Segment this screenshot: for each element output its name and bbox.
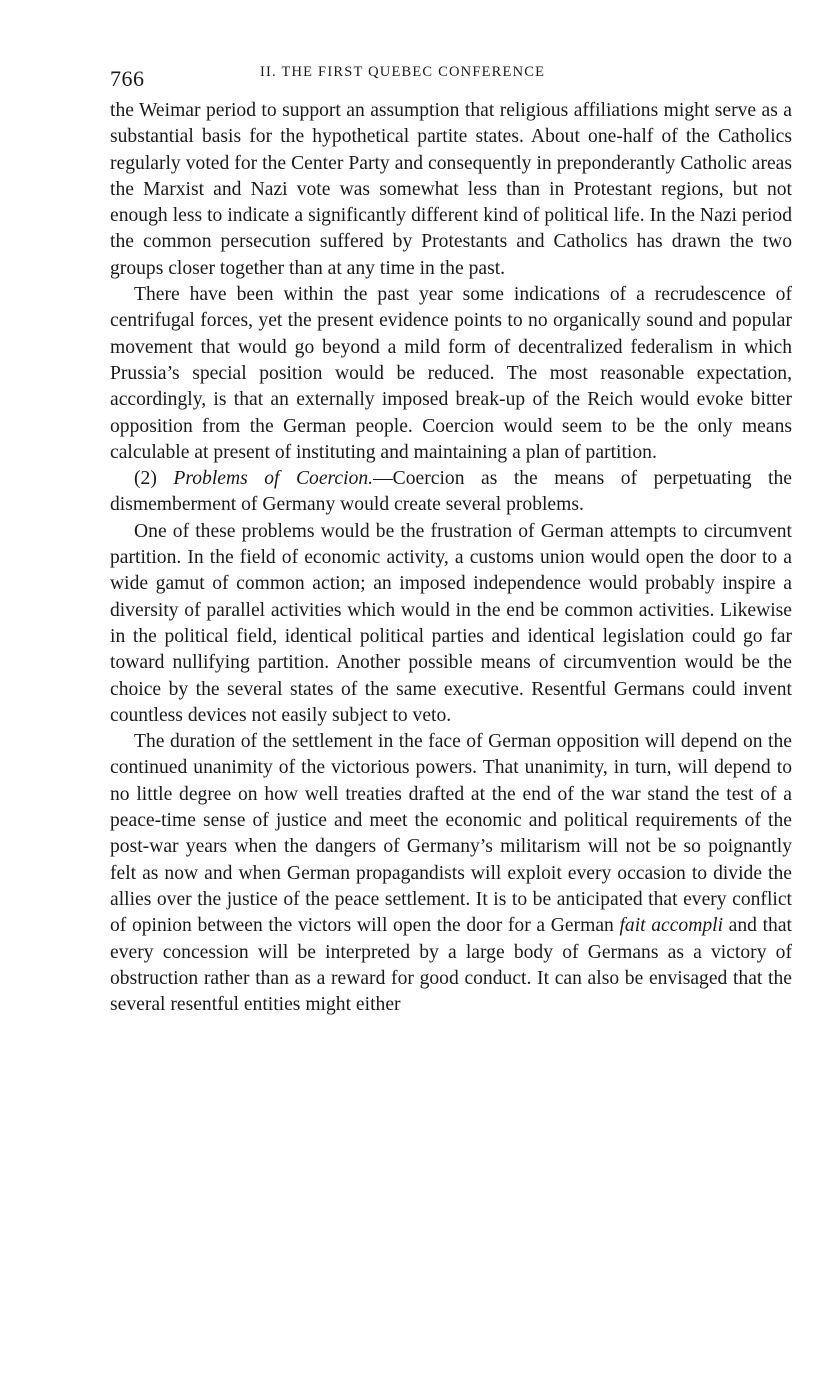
paragraph-circumvent-partition: One of these problems would be the frustration of German attempts to circumvent partition. In the field of economic activity, a customs union would open the door to a wide gamut of common action; an imposed independence would probably inspire a diversity of parallel activities which would in the end be common activities. Likewise in the political field, identical political parties and identical legislation could go far toward nullifying partition. Another possible means of circumvention would be the choice by the several states of the same executive. Resentful Germans could invent countless devices not easily subject to veto.	[110, 520, 792, 726]
paragraph-text-part: and that every concession will be interpreted by a large body of Germans as a victory of obstruction rather than as a reward for good conduct. It can also be envisaged that the several resentful entities might either	[110, 915, 792, 1016]
paragraph-centrifugal-forces: There have been within the past year some indications of a recrudescence of centrifugal forces, yet the present evidence points to no organically sound and popular movement that would go beyond a mild form of decentralized federalism in which Prussia’s special position would be reduced. The most reasonable expectation, accordingly, is that an externally imposed break-up of the Reich would evoke bitter opposition from the German people. Coercion would seem to be the only means calculable at present of instituting and maintaining a plan of partition.	[110, 284, 792, 463]
section-number: (2)	[134, 468, 157, 490]
page-number: 766	[110, 66, 145, 91]
section-heading: Problems of Coercion.	[173, 468, 374, 490]
paragraph-problems-of-coercion	[110, 466, 792, 519]
body-text	[110, 98, 792, 1018]
paragraph-religious-affiliations: the Weimar period to support an assumption that religious affiliations might serve as a substantial basis for the hypothetical partite states. About one-half of the Catholics regularly voted for the Center Party and consequently in preponderantly Catholic areas the Marxist and Nazi vote was somewhat less than in Protestant regions, but not enough less to indicate a significantly different kind of political life. In the Nazi period the common persecution suffered by Protestants and Catholics has drawn the two groups closer together than at any time in the past.	[110, 100, 792, 279]
section-lead-text: —Coercion as the means of perpetuating the dismemberment of Germany would create several problems.	[110, 468, 792, 516]
paragraph-text-part: The duration of the settlement in the face of German opposition will depend on the continued unanimity of the victorious powers. That unanimity, in turn, will depend to no little degree on how well treaties drafted at the end of the war stand the test of a peace-time sense of justice and meet the economic and political requirements of the post-war years when the dangers of Germany’s militarism will not be so poignantly felt as now and when German propagandists will exploit every occasion to divide the allies over the justice of the peace settlement. It is to be anticipated that every conflict of opinion between the victors will open the door for a German	[110, 731, 792, 937]
running-header	[110, 58, 792, 92]
paragraph-duration-of-settlement	[110, 729, 792, 1018]
running-title: II. THE FIRST QUEBEC CONFERENCE	[260, 64, 546, 80]
document-page	[110, 58, 792, 1018]
italic-phrase: fait accompli	[619, 915, 724, 937]
